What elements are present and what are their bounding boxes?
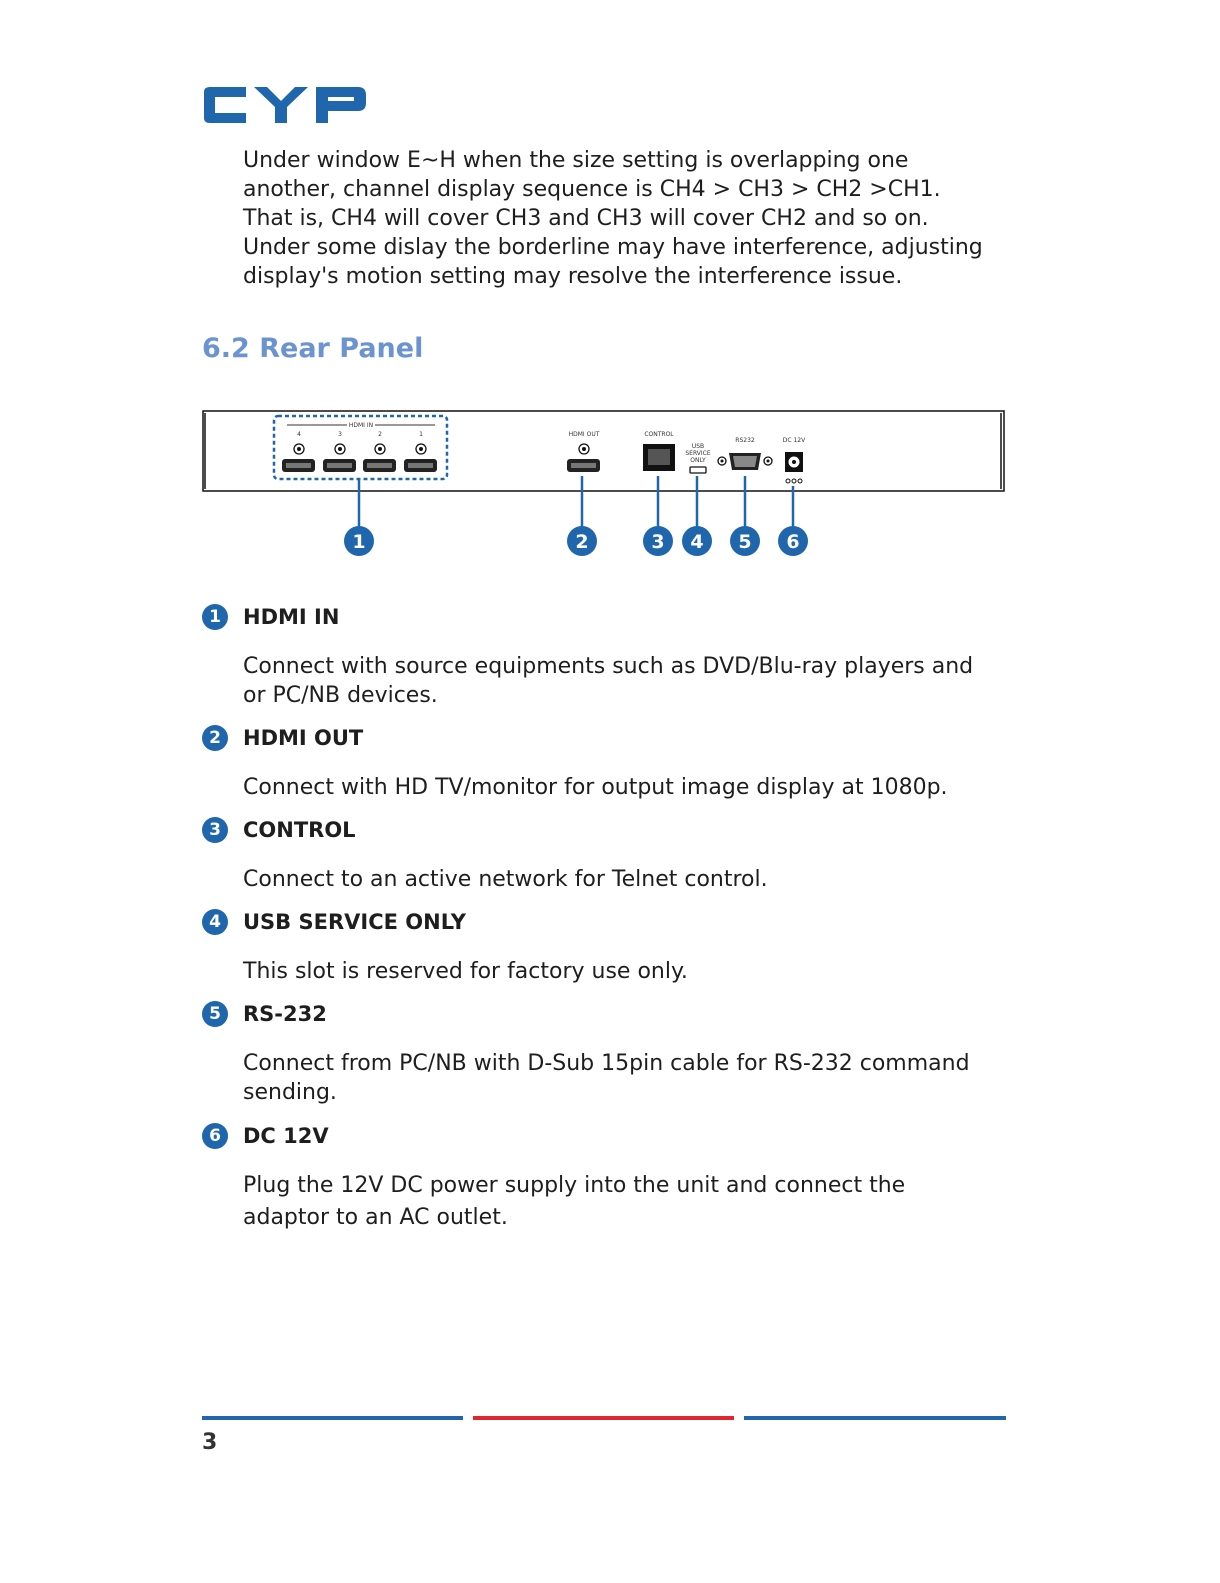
intro-line: Under some dislay the borderline may have interference, adjusting xyxy=(243,235,983,260)
item-description xyxy=(243,865,1023,894)
item-description xyxy=(243,652,1023,710)
footer-line-blue-left xyxy=(202,1416,463,1420)
footer-line-blue-right xyxy=(744,1416,1006,1420)
item-description xyxy=(243,1171,1023,1232)
intro-line: Under window E~H when the size setting is overlapping one xyxy=(243,148,909,173)
desc-line: adaptor to an AC outlet. xyxy=(243,1205,508,1230)
item-number-badge: 6 xyxy=(202,1123,228,1149)
desc-line: Connect to an active network for Telnet control. xyxy=(243,867,768,892)
intro-line: display's motion setting may resolve the interference issue. xyxy=(243,264,903,289)
callout-6 xyxy=(778,526,808,556)
svg-text:1: 1 xyxy=(352,531,366,553)
cyp-logo xyxy=(202,86,367,124)
item-hdmi-out xyxy=(202,723,1022,800)
rear-panel-diagram xyxy=(202,410,1014,575)
hdmi-out-label: HDMI OUT xyxy=(568,431,600,438)
item-title: HDMI IN xyxy=(243,605,340,629)
item-number-badge: 4 xyxy=(202,909,228,935)
item-number-badge: 5 xyxy=(202,1001,228,1027)
desc-line: Plug the 12V DC power supply into the unit and connect the xyxy=(243,1173,906,1198)
item-title: HDMI OUT xyxy=(243,726,364,750)
dc-label: DC 12V xyxy=(782,437,806,444)
callout-5 xyxy=(730,526,760,556)
item-title: DC 12V xyxy=(243,1124,329,1148)
intro-line: That is, CH4 will cover CH3 and CH3 will cover CH2 and so on. xyxy=(243,206,929,231)
svg-text:2: 2 xyxy=(575,531,589,553)
callout-2 xyxy=(567,526,597,556)
svg-text:4: 4 xyxy=(690,531,704,553)
item-description xyxy=(243,1049,1023,1107)
item-number-badge: 3 xyxy=(202,817,228,843)
section-title: 6.2 Rear Panel xyxy=(202,333,424,364)
item-rs-232 xyxy=(202,999,1022,1105)
usb-label-line: ONLY xyxy=(690,457,706,464)
control-label: CONTROL xyxy=(644,431,674,438)
callout-3 xyxy=(643,526,673,556)
port-number: 1 xyxy=(419,431,423,438)
item-title: USB SERVICE ONLY xyxy=(243,910,467,934)
item-hdmi-in xyxy=(202,602,1022,708)
port-number: 4 xyxy=(297,431,301,438)
item-number-badge: 1 xyxy=(202,604,228,630)
control-port[interactable] xyxy=(643,431,675,471)
rear-panel-svg xyxy=(202,410,1014,575)
callout-1 xyxy=(344,526,374,556)
usb-label-line: SERVICE xyxy=(685,450,711,457)
rs232-label: RS232 xyxy=(735,437,755,444)
usb-label-line: USB xyxy=(691,443,705,450)
intro-line: another, channel display sequence is CH4 > CH3 > CH2 >CH1. xyxy=(243,177,941,202)
desc-line: or PC/NB devices. xyxy=(243,683,438,708)
callout-4 xyxy=(682,526,712,556)
item-dc-12v xyxy=(202,1121,1022,1230)
desc-line: Connect with HD TV/monitor for output image display at 1080p. xyxy=(243,775,948,800)
desc-line: Connect from PC/NB with D-Sub 15pin cable for RS-232 command xyxy=(243,1051,970,1076)
item-number-badge: 2 xyxy=(202,725,228,751)
port-number: 2 xyxy=(378,431,382,438)
hdmi-in-label: HDMI IN xyxy=(348,422,374,429)
svg-text:6: 6 xyxy=(786,531,800,553)
item-description xyxy=(243,957,1023,986)
footer-line-red xyxy=(473,1416,734,1420)
svg-text:3: 3 xyxy=(651,531,665,553)
item-usb-service-only xyxy=(202,907,1022,984)
port-number: 3 xyxy=(338,431,342,438)
page-number: 3 xyxy=(202,1430,218,1455)
desc-line: This slot is reserved for factory use only. xyxy=(243,959,688,984)
item-description xyxy=(243,773,1023,802)
item-control xyxy=(202,815,1022,892)
item-title: RS-232 xyxy=(243,1002,327,1026)
intro-paragraph xyxy=(243,146,1023,291)
item-title: CONTROL xyxy=(243,818,356,842)
desc-line: Connect with source equipments such as DVD/Blu-ray players and xyxy=(243,654,974,679)
desc-line: sending. xyxy=(243,1080,337,1105)
svg-text:5: 5 xyxy=(738,531,752,553)
